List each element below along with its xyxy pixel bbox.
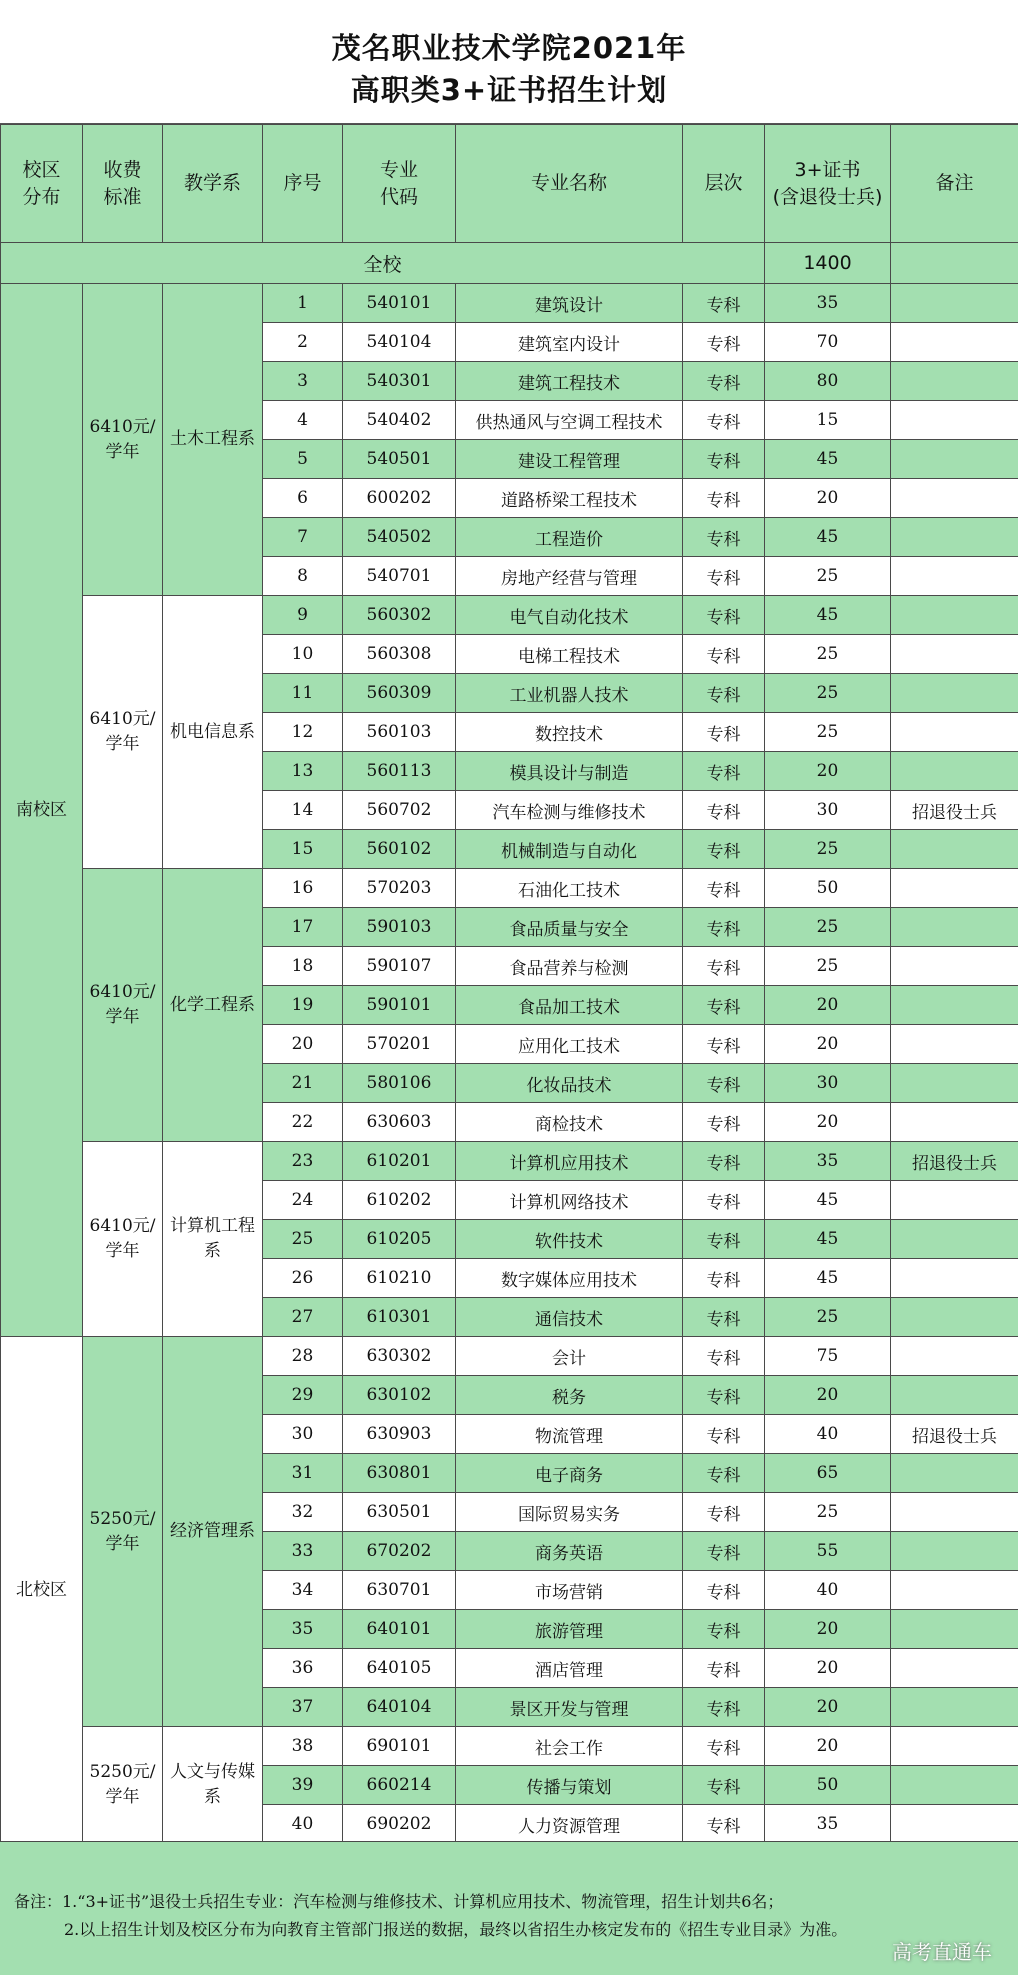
quota-cell: 45: [765, 1220, 891, 1259]
name-cell: 机械制造与自动化: [456, 830, 683, 869]
level-cell: 专科: [683, 284, 765, 323]
seq-cell: 19: [263, 986, 343, 1025]
level-cell: 专科: [683, 635, 765, 674]
seq-cell: 33: [263, 1532, 343, 1571]
seq-cell: 29: [263, 1376, 343, 1415]
code-cell: 570201: [343, 1025, 456, 1064]
seq-cell: 8: [263, 557, 343, 596]
remark-cell: [891, 1532, 1018, 1571]
seq-cell: 15: [263, 830, 343, 869]
remark-cell: [891, 518, 1018, 557]
code-cell: 610201: [343, 1142, 456, 1181]
code-cell: 540502: [343, 518, 456, 557]
level-cell: 专科: [683, 1454, 765, 1493]
name-cell: 会计: [456, 1337, 683, 1376]
code-cell: 630501: [343, 1493, 456, 1532]
department-cell: 经济管理系: [163, 1337, 263, 1727]
quota-cell: 20: [765, 1688, 891, 1727]
seq-cell: 35: [263, 1610, 343, 1649]
seq-cell: 24: [263, 1181, 343, 1220]
level-cell: 专科: [683, 1415, 765, 1454]
quota-cell: 15: [765, 401, 891, 440]
remark-cell: [891, 323, 1018, 362]
code-cell: 690202: [343, 1805, 456, 1844]
name-cell: 房地产经营与管理: [456, 557, 683, 596]
name-cell: 食品加工技术: [456, 986, 683, 1025]
name-cell: 景区开发与管理: [456, 1688, 683, 1727]
level-cell: 专科: [683, 1532, 765, 1571]
name-cell: 国际贸易实务: [456, 1493, 683, 1532]
remark-cell: [891, 1220, 1018, 1259]
code-cell: 560103: [343, 713, 456, 752]
seq-cell: 39: [263, 1766, 343, 1805]
remark-cell: [891, 1337, 1018, 1376]
code-cell: 580106: [343, 1064, 456, 1103]
remark-cell: [891, 1064, 1018, 1103]
quota-cell: 25: [765, 1493, 891, 1532]
level-cell: 专科: [683, 1649, 765, 1688]
remark-cell: [891, 1610, 1018, 1649]
quota-cell: 25: [765, 713, 891, 752]
level-cell: 专科: [683, 596, 765, 635]
remark-cell: [891, 557, 1018, 596]
watermark: 高考直通车: [892, 1940, 992, 1964]
table-row: [1, 869, 1018, 908]
name-cell: 酒店管理: [456, 1649, 683, 1688]
quota-cell: 30: [765, 1064, 891, 1103]
quota-cell: 65: [765, 1454, 891, 1493]
remark-cell: [891, 752, 1018, 791]
seq-cell: 9: [263, 596, 343, 635]
seq-cell: 13: [263, 752, 343, 791]
header-dept: 教学系: [163, 125, 263, 243]
code-cell: 590101: [343, 986, 456, 1025]
remark-cell: [891, 908, 1018, 947]
code-cell: 610210: [343, 1259, 456, 1298]
department-cell: 人文与传媒 系: [163, 1727, 263, 1844]
quota-cell: 80: [765, 362, 891, 401]
quota-cell: 25: [765, 635, 891, 674]
code-cell: 630801: [343, 1454, 456, 1493]
total-label: 全校: [1, 243, 765, 284]
code-cell: 660214: [343, 1766, 456, 1805]
remark-cell: [891, 1181, 1018, 1220]
name-cell: 食品营养与检测: [456, 947, 683, 986]
name-cell: 商检技术: [456, 1103, 683, 1142]
name-cell: 数字媒体应用技术: [456, 1259, 683, 1298]
fee-cell: 6410元/ 学年: [83, 869, 163, 1142]
code-cell: 560309: [343, 674, 456, 713]
seq-cell: 28: [263, 1337, 343, 1376]
quota-cell: 45: [765, 440, 891, 479]
remark-cell: [891, 830, 1018, 869]
table-row: [1, 1337, 1018, 1376]
code-cell: 570203: [343, 869, 456, 908]
department-cell: 机电信息系: [163, 596, 263, 869]
name-cell: 市场营销: [456, 1571, 683, 1610]
quota-cell: 35: [765, 1805, 891, 1844]
remark-cell: [891, 1766, 1018, 1805]
quota-cell: 20: [765, 986, 891, 1025]
level-cell: 专科: [683, 1493, 765, 1532]
name-cell: 工程造价: [456, 518, 683, 557]
remark-cell: [891, 362, 1018, 401]
seq-cell: 6: [263, 479, 343, 518]
seq-cell: 31: [263, 1454, 343, 1493]
level-cell: 专科: [683, 752, 765, 791]
code-cell: 640104: [343, 1688, 456, 1727]
name-cell: 建设工程管理: [456, 440, 683, 479]
enrollment-plan-table: [0, 124, 1018, 1844]
quota-cell: 20: [765, 752, 891, 791]
level-cell: 专科: [683, 986, 765, 1025]
remark-cell: [891, 1571, 1018, 1610]
level-cell: 专科: [683, 1181, 765, 1220]
code-cell: 560308: [343, 635, 456, 674]
level-cell: 专科: [683, 1571, 765, 1610]
quota-cell: 75: [765, 1337, 891, 1376]
total-value: 1400: [765, 243, 891, 284]
level-cell: 专科: [683, 1688, 765, 1727]
fee-cell: 6410元/ 学年: [83, 284, 163, 596]
campus-cell: 南校区: [1, 284, 83, 1337]
quota-cell: 40: [765, 1571, 891, 1610]
seq-cell: 2: [263, 323, 343, 362]
document-subtitle: 高职类3+证书招生计划: [350, 73, 668, 107]
level-cell: 专科: [683, 557, 765, 596]
seq-cell: 20: [263, 1025, 343, 1064]
remark-cell: [891, 284, 1018, 323]
fee-cell: 5250元/ 学年: [83, 1337, 163, 1727]
table-row: [1, 1727, 1018, 1766]
code-cell: 640105: [343, 1649, 456, 1688]
code-cell: 590103: [343, 908, 456, 947]
code-cell: 560102: [343, 830, 456, 869]
quota-cell: 45: [765, 518, 891, 557]
quota-cell: 20: [765, 1649, 891, 1688]
level-cell: 专科: [683, 1220, 765, 1259]
remark-cell: [891, 1649, 1018, 1688]
code-cell: 540701: [343, 557, 456, 596]
code-cell: 540301: [343, 362, 456, 401]
name-cell: 电气自动化技术: [456, 596, 683, 635]
notes-text: [14, 1888, 1004, 1944]
level-cell: 专科: [683, 518, 765, 557]
quota-cell: 35: [765, 1142, 891, 1181]
table-row: [1, 596, 1018, 635]
seq-cell: 1: [263, 284, 343, 323]
level-cell: 专科: [683, 1805, 765, 1844]
code-cell: 540101: [343, 284, 456, 323]
name-cell: 人力资源管理: [456, 1805, 683, 1844]
seq-cell: 27: [263, 1298, 343, 1337]
quota-cell: 35: [765, 284, 891, 323]
quota-cell: 20: [765, 479, 891, 518]
header-seq: 序号: [263, 125, 343, 243]
level-cell: 专科: [683, 1025, 765, 1064]
name-cell: 商务英语: [456, 1532, 683, 1571]
level-cell: 专科: [683, 830, 765, 869]
header-code: 专业 代码: [343, 125, 456, 243]
code-cell: 630603: [343, 1103, 456, 1142]
fee-cell: 5250元/ 学年: [83, 1727, 163, 1844]
quota-cell: 45: [765, 1181, 891, 1220]
remark-cell: [891, 401, 1018, 440]
level-cell: 专科: [683, 674, 765, 713]
remark-cell: [891, 1493, 1018, 1532]
remark-cell: [891, 713, 1018, 752]
title-area: [0, 0, 1018, 124]
name-cell: 电子商务: [456, 1454, 683, 1493]
quota-cell: 25: [765, 947, 891, 986]
fee-cell: 6410元/ 学年: [83, 1142, 163, 1337]
remark-cell: [891, 1376, 1018, 1415]
name-cell: 建筑设计: [456, 284, 683, 323]
level-cell: 专科: [683, 1766, 765, 1805]
level-cell: 专科: [683, 323, 765, 362]
remark-cell: [891, 1454, 1018, 1493]
table-row: [1, 284, 1018, 323]
total-remark: [891, 243, 1018, 284]
remark-cell: 招退役士兵: [891, 791, 1018, 830]
name-cell: 应用化工技术: [456, 1025, 683, 1064]
remark-cell: [891, 1688, 1018, 1727]
level-cell: 专科: [683, 1142, 765, 1181]
level-cell: 专科: [683, 1103, 765, 1142]
quota-cell: 25: [765, 908, 891, 947]
seq-cell: 5: [263, 440, 343, 479]
name-cell: 道路桥梁工程技术: [456, 479, 683, 518]
name-cell: 供热通风与空调工程技术: [456, 401, 683, 440]
code-cell: 600202: [343, 479, 456, 518]
header-name: 专业名称: [456, 125, 683, 243]
seq-cell: 18: [263, 947, 343, 986]
name-cell: 汽车检测与维修技术: [456, 791, 683, 830]
code-cell: 540402: [343, 401, 456, 440]
code-cell: 560113: [343, 752, 456, 791]
remark-cell: [891, 1727, 1018, 1766]
remark-cell: [891, 1259, 1018, 1298]
campus-cell: 北校区: [1, 1337, 83, 1844]
name-cell: 通信技术: [456, 1298, 683, 1337]
code-cell: 630701: [343, 1571, 456, 1610]
quota-cell: 55: [765, 1532, 891, 1571]
seq-cell: 37: [263, 1688, 343, 1727]
table-row: [1, 1142, 1018, 1181]
code-cell: 560702: [343, 791, 456, 830]
quota-cell: 45: [765, 1259, 891, 1298]
seq-cell: 38: [263, 1727, 343, 1766]
name-cell: 建筑室内设计: [456, 323, 683, 362]
name-cell: 税务: [456, 1376, 683, 1415]
level-cell: 专科: [683, 713, 765, 752]
quota-cell: 20: [765, 1025, 891, 1064]
code-cell: 670202: [343, 1532, 456, 1571]
remark-cell: [891, 440, 1018, 479]
header-level: 层次: [683, 125, 765, 243]
document-title: 茂名职业技术学院2021年: [331, 31, 687, 65]
level-cell: 专科: [683, 1376, 765, 1415]
remark-cell: [891, 947, 1018, 986]
header-remark: 备注: [891, 125, 1018, 243]
remark-cell: [891, 1805, 1018, 1844]
level-cell: 专科: [683, 1610, 765, 1649]
level-cell: 专科: [683, 1337, 765, 1376]
quota-cell: 45: [765, 596, 891, 635]
seq-cell: 11: [263, 674, 343, 713]
remark-cell: [891, 1025, 1018, 1064]
quota-cell: 50: [765, 869, 891, 908]
department-cell: 土木工程系: [163, 284, 263, 596]
name-cell: 建筑工程技术: [456, 362, 683, 401]
name-cell: 计算机应用技术: [456, 1142, 683, 1181]
name-cell: 数控技术: [456, 713, 683, 752]
header-fee: 收费 标准: [83, 125, 163, 243]
quota-cell: 25: [765, 557, 891, 596]
department-cell: 计算机工程 系: [163, 1142, 263, 1337]
seq-cell: 30: [263, 1415, 343, 1454]
seq-cell: 12: [263, 713, 343, 752]
total-row: [1, 243, 1018, 284]
name-cell: 模具设计与制造: [456, 752, 683, 791]
quota-cell: 20: [765, 1103, 891, 1142]
quota-cell: 20: [765, 1376, 891, 1415]
seq-cell: 22: [263, 1103, 343, 1142]
name-cell: 旅游管理: [456, 1610, 683, 1649]
seq-cell: 40: [263, 1805, 343, 1844]
remark-cell: [891, 479, 1018, 518]
code-cell: 560302: [343, 596, 456, 635]
seq-cell: 25: [263, 1220, 343, 1259]
fee-cell: 6410元/ 学年: [83, 596, 163, 869]
remark-cell: 招退役士兵: [891, 1415, 1018, 1454]
level-cell: 专科: [683, 440, 765, 479]
remark-cell: [891, 674, 1018, 713]
remark-cell: [891, 986, 1018, 1025]
quota-cell: 25: [765, 1298, 891, 1337]
header-quota: 3+证书 (含退役士兵): [765, 125, 891, 243]
note-line-1: 备注：1.“3+证书”退役士兵招生专业：汽车检测与维修技术、计算机应用技术、物流管理，招生计划共6名；: [14, 1892, 784, 1911]
name-cell: 计算机网络技术: [456, 1181, 683, 1220]
level-cell: 专科: [683, 401, 765, 440]
level-cell: 专科: [683, 1727, 765, 1766]
name-cell: 物流管理: [456, 1415, 683, 1454]
seq-cell: 23: [263, 1142, 343, 1181]
quota-cell: 25: [765, 830, 891, 869]
quota-cell: 20: [765, 1727, 891, 1766]
quota-cell: 20: [765, 1610, 891, 1649]
remark-cell: [891, 596, 1018, 635]
level-cell: 专科: [683, 479, 765, 518]
code-cell: 640101: [343, 1610, 456, 1649]
seq-cell: 17: [263, 908, 343, 947]
code-cell: 540104: [343, 323, 456, 362]
header-row: [1, 125, 1018, 243]
name-cell: 化妆品技术: [456, 1064, 683, 1103]
code-cell: 590107: [343, 947, 456, 986]
code-cell: 610205: [343, 1220, 456, 1259]
level-cell: 专科: [683, 1259, 765, 1298]
quota-cell: 40: [765, 1415, 891, 1454]
remark-cell: [891, 1298, 1018, 1337]
remark-cell: 招退役士兵: [891, 1142, 1018, 1181]
name-cell: 软件技术: [456, 1220, 683, 1259]
code-cell: 690101: [343, 1727, 456, 1766]
seq-cell: 10: [263, 635, 343, 674]
level-cell: 专科: [683, 947, 765, 986]
name-cell: 传播与策划: [456, 1766, 683, 1805]
seq-cell: 3: [263, 362, 343, 401]
remark-cell: [891, 869, 1018, 908]
remark-cell: [891, 1103, 1018, 1142]
seq-cell: 32: [263, 1493, 343, 1532]
name-cell: 社会工作: [456, 1727, 683, 1766]
name-cell: 石油化工技术: [456, 869, 683, 908]
level-cell: 专科: [683, 1298, 765, 1337]
seq-cell: 14: [263, 791, 343, 830]
level-cell: 专科: [683, 908, 765, 947]
level-cell: 专科: [683, 869, 765, 908]
name-cell: 工业机器人技术: [456, 674, 683, 713]
seq-cell: 21: [263, 1064, 343, 1103]
seq-cell: 34: [263, 1571, 343, 1610]
name-cell: 电梯工程技术: [456, 635, 683, 674]
code-cell: 610202: [343, 1181, 456, 1220]
header-campus: 校区 分布: [1, 125, 83, 243]
code-cell: 630903: [343, 1415, 456, 1454]
quota-cell: 50: [765, 1766, 891, 1805]
quota-cell: 30: [765, 791, 891, 830]
remark-cell: [891, 635, 1018, 674]
quota-cell: 25: [765, 674, 891, 713]
level-cell: 专科: [683, 791, 765, 830]
seq-cell: 4: [263, 401, 343, 440]
seq-cell: 26: [263, 1259, 343, 1298]
code-cell: 630302: [343, 1337, 456, 1376]
level-cell: 专科: [683, 1064, 765, 1103]
seq-cell: 7: [263, 518, 343, 557]
note-line-2: 2.以上招生计划及校区分布为向教育主管部门报送的数据，最终以省招生办核定发布的《招生专业目录》为准。: [64, 1920, 848, 1939]
department-cell: 化学工程系: [163, 869, 263, 1142]
code-cell: 610301: [343, 1298, 456, 1337]
name-cell: 食品质量与安全: [456, 908, 683, 947]
seq-cell: 36: [263, 1649, 343, 1688]
level-cell: 专科: [683, 362, 765, 401]
code-cell: 630102: [343, 1376, 456, 1415]
seq-cell: 16: [263, 869, 343, 908]
notes-box: [0, 1841, 1018, 1975]
quota-cell: 70: [765, 323, 891, 362]
code-cell: 540501: [343, 440, 456, 479]
